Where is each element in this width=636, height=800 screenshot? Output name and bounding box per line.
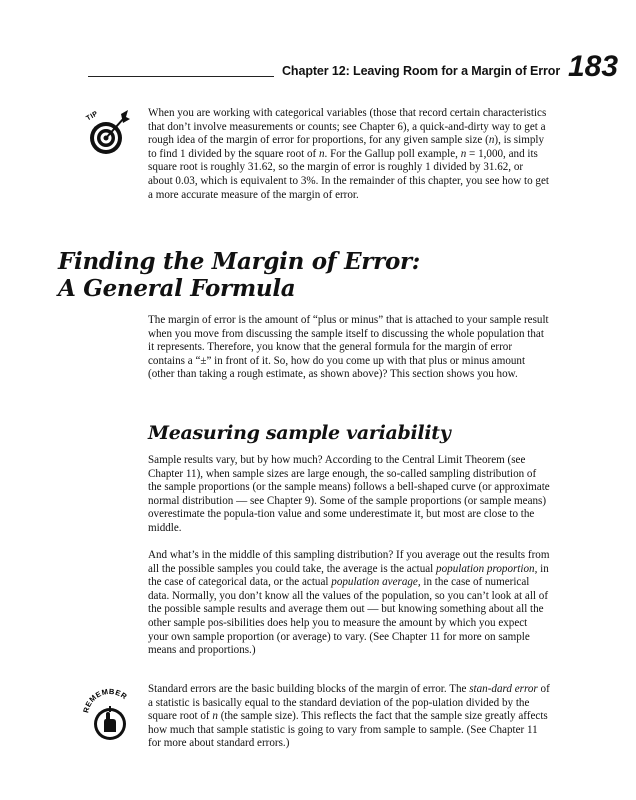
italic-text: population average, [331,576,421,589]
subsection-title: Measuring sample variability [148,422,451,444]
tip-icon-label: TIP [85,110,100,123]
remember-paragraph: Standard errors are the basic building blocks of the margin of error. The stan-dard error of a statistic is basically equal to the standard deviation of the pop-ulation divided by the square root of n (the sample size). This reflects the fact that the sample size greatly affects how much that sample statistic is going to vary from sample to sample. (See Chapter 11 for more about standard errors.) [148,683,550,750]
italic-text: n [319,147,325,160]
section-title-line2: A General Formula [58,275,296,302]
page-number: 183 [568,50,619,83]
italic-text: n [212,710,218,723]
header-rule [88,76,274,77]
section-title [58,248,420,302]
subsection-paragraph-1: Sample results vary, but by how much? According to the Central Limit Theorem (see Chapter 11), when sample sizes are large enough, the so-called sampling distribution of the sample proportions (or the sample means) follows a bell-shaped curve (or approximate normal distribution — see Chapter 9). Some of the sample proportions (or sample means) overestimate the popula-tion value and some underestimate it, but most are close to the middle. [148,454,550,534]
running-head: Chapter 12: Leaving Room for a Margin of Error [282,64,561,78]
remember-icon [80,680,140,744]
section-paragraph: The margin of error is the amount of “plus or minus” that is attached to your sample result when you move from discussing the sample itself to discussing the whole population that it represents. Therefore, you know that the general formula for the margin of error contains a “±” in front of it. So, how do you come up with that plus or minus amount (other than taking a rough estimate, as shown above)? This section shows you how. [148,314,549,381]
remember-icon-label: REMEMBER [81,686,129,714]
italic-text: stan-dard error [469,683,538,695]
subsection-paragraph-2: And what’s in the middle of this sampling distribution? If you average out the results from all the possible samples you could take, the average is the actual population proportion, in the case of categorical data, or the actual population average, in the case of numerical data. Normally, you don’t know all the values of the population, so you can’t look at all of the possible sample results and average them out — but knowing something about all the other sample pos-sibilities does help you to measure the amount by which you expect your own sample proportion (or average) to vary. (See Chapter 11 for more on sample means and proportions.) [148,549,550,657]
tip-icon [84,104,134,160]
italic-text: n [488,134,495,147]
italic-text: n [460,147,467,160]
italic-text: population proportion, [436,562,538,575]
section-title-line1: Finding the Margin of Error: [58,248,420,275]
tip-paragraph: When you are working with categorical variables (those that record certain characteristics that don’t involve measurements or counts; see Chapter 6), a quick-and-dirty way to get a rough idea of the margin of error for proportions, for any given sample size (n), is simply to find 1 divided by the square root of n. For the Gallup poll example, n = 1,000, and its square root is roughly 31.62, so the margin of error is roughly 1 divided by 31.62, or about 0.03, which is equivalent to 3%. In the remainder of this chapter, you see how to get a more accurate measure of the margin of error. [148,107,549,201]
